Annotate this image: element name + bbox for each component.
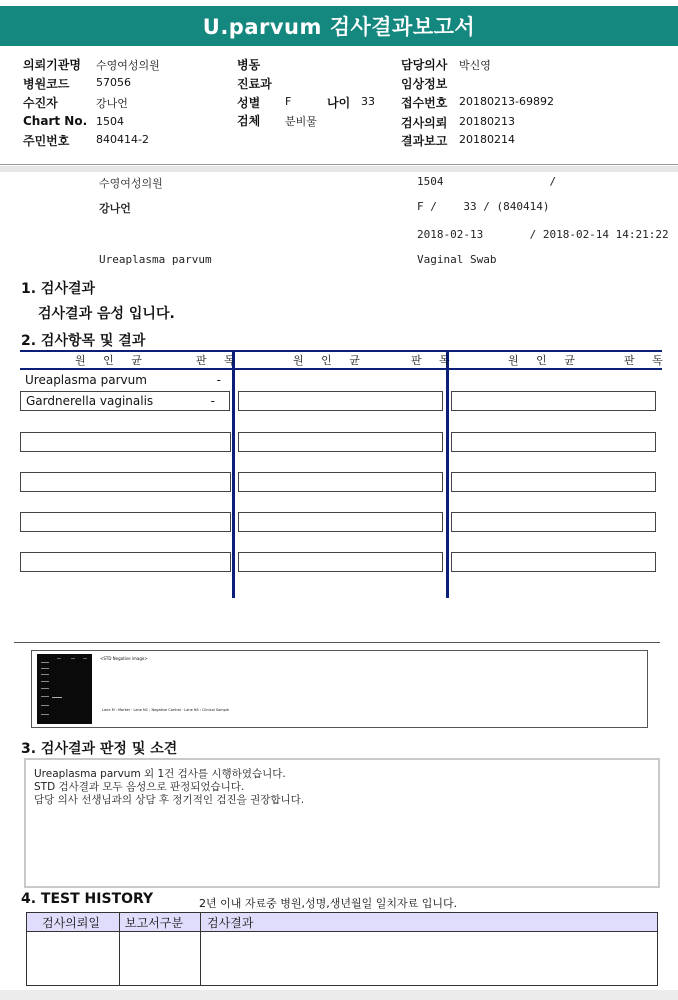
history-col-request-date: 검사의뢰일 [42, 916, 100, 930]
history-col-report-type: 보고서구분 [125, 916, 183, 930]
col1-judgement-header: 판 독 [196, 354, 242, 367]
doctor-value: 박신영 [459, 59, 491, 72]
section-divider [14, 642, 660, 643]
summary-test-name: Ureaplasma parvum [99, 253, 212, 266]
summary-chart-no: 1504 / [417, 175, 557, 188]
history-table-header [27, 913, 657, 932]
empty-cell [20, 512, 231, 532]
report-title: U.parvum 검사결과보고서 [0, 6, 678, 46]
chart-no-value: 1504 [96, 115, 124, 128]
section4-heading: 4. TEST HISTORY [21, 891, 154, 907]
table-row [20, 371, 235, 391]
resident-id-label: 주민번호 [23, 134, 70, 148]
report-date-value: 20180214 [459, 133, 515, 146]
summary-specimen: Vaginal Swab [417, 253, 497, 266]
age-value: 33 [361, 95, 375, 108]
empty-cell [451, 432, 656, 452]
request-date-value: 20180213 [459, 115, 515, 128]
gel-image-panel [31, 650, 648, 728]
empty-cell [20, 432, 231, 452]
col3-judgement-header: 판 독 [624, 354, 670, 367]
empty-cell [238, 391, 443, 411]
pathogen-result: - [216, 373, 221, 387]
sex-value: F [285, 95, 292, 108]
col3-pathogen-header: 원 인 균 [508, 354, 582, 367]
header-divider [0, 164, 678, 165]
age-label: 나이 [327, 96, 351, 110]
col2-judgement-header: 판 독 [411, 354, 457, 367]
empty-cell [20, 552, 231, 572]
pathogen-name: Gardnerella vaginalis [26, 394, 154, 408]
section2-heading: 2. 검사항목 및 결과 [21, 333, 146, 349]
empty-cell [20, 472, 231, 492]
hospital-code-label: 병원코드 [23, 77, 70, 91]
pathogen-name: Ureaplasma parvum [25, 373, 147, 387]
specimen-value: 분비물 [285, 115, 317, 128]
history-note: 2년 이내 자료중 병원,성명,생년월일 일치자료 입니다. [199, 897, 458, 910]
clinical-info-label: 임상정보 [401, 77, 448, 91]
empty-cell [238, 432, 443, 452]
chart-no-label: Chart No. [23, 114, 88, 128]
hospital-code-value: 57056 [96, 76, 131, 89]
divider-strip [0, 166, 678, 172]
grid-header-rule [20, 368, 662, 370]
finding-line: Ureaplasma parvum 외 1건 검사를 시행하였습니다. [34, 768, 286, 780]
patient-label: 수진자 [23, 96, 58, 110]
empty-cell [451, 512, 656, 532]
empty-cell [238, 472, 443, 492]
history-table [26, 912, 658, 986]
summary-sex-age: F / 33 / (840414) [417, 200, 550, 213]
finding-line: 담당 의사 선생님과의 상담 후 정기적인 검진을 권장합니다. [34, 794, 305, 806]
section1-heading: 1. 검사결과 [21, 281, 96, 297]
request-date-label: 검사의뢰 [401, 116, 448, 130]
report-date-label: 결과보고 [401, 134, 448, 148]
gel-electrophoresis-image [37, 654, 92, 724]
history-col-divider [119, 913, 120, 985]
empty-cell [238, 512, 443, 532]
findings-box [24, 758, 660, 888]
doctor-label: 담당의사 [401, 58, 448, 72]
grid-divider-2 [446, 350, 449, 598]
empty-cell [238, 552, 443, 572]
sex-label: 성별 [237, 96, 261, 110]
specimen-label: 검체 [237, 114, 261, 128]
empty-cell [451, 391, 656, 411]
gel-image-legend: Lane M : Marker · Lane NC : Negative Control · Lane NS : Clinical Sample [102, 708, 229, 712]
history-col-result: 검사결과 [207, 916, 254, 930]
header-info [0, 50, 678, 164]
receipt-no-value: 20180213-69892 [459, 95, 554, 108]
empty-cell [451, 472, 656, 492]
receipt-no-label: 접수번호 [401, 96, 448, 110]
department-label: 진료과 [237, 77, 272, 91]
table-row [20, 391, 230, 411]
institution-value: 수영여성의원 [96, 59, 160, 72]
patient-value: 강나언 [96, 97, 128, 110]
finding-line: STD 검사결과 모두 음성으로 판정되었습니다. [34, 781, 245, 793]
section1-result: 검사결과 음성 입니다. [38, 306, 175, 322]
empty-cell [451, 552, 656, 572]
ward-label: 병동 [237, 58, 261, 72]
page-footer-strip [0, 990, 678, 1000]
col1-pathogen-header: 원 인 균 [75, 354, 149, 367]
history-col-divider [200, 913, 201, 985]
gel-image-title: <STD Negative image> [100, 656, 148, 661]
summary-patient: 강나언 [99, 202, 131, 215]
resident-id-value: 840414-2 [96, 133, 149, 146]
section3-heading: 3. 검사결과 판정 및 소견 [21, 741, 178, 757]
institution-label: 의뢰기관명 [23, 58, 81, 72]
summary-dates: 2018-02-13 / 2018-02-14 14:21:22 [417, 228, 669, 241]
col2-pathogen-header: 원 인 균 [293, 354, 367, 367]
pathogen-result: - [210, 394, 215, 408]
summary-clinic: 수영여성의원 [99, 177, 163, 190]
